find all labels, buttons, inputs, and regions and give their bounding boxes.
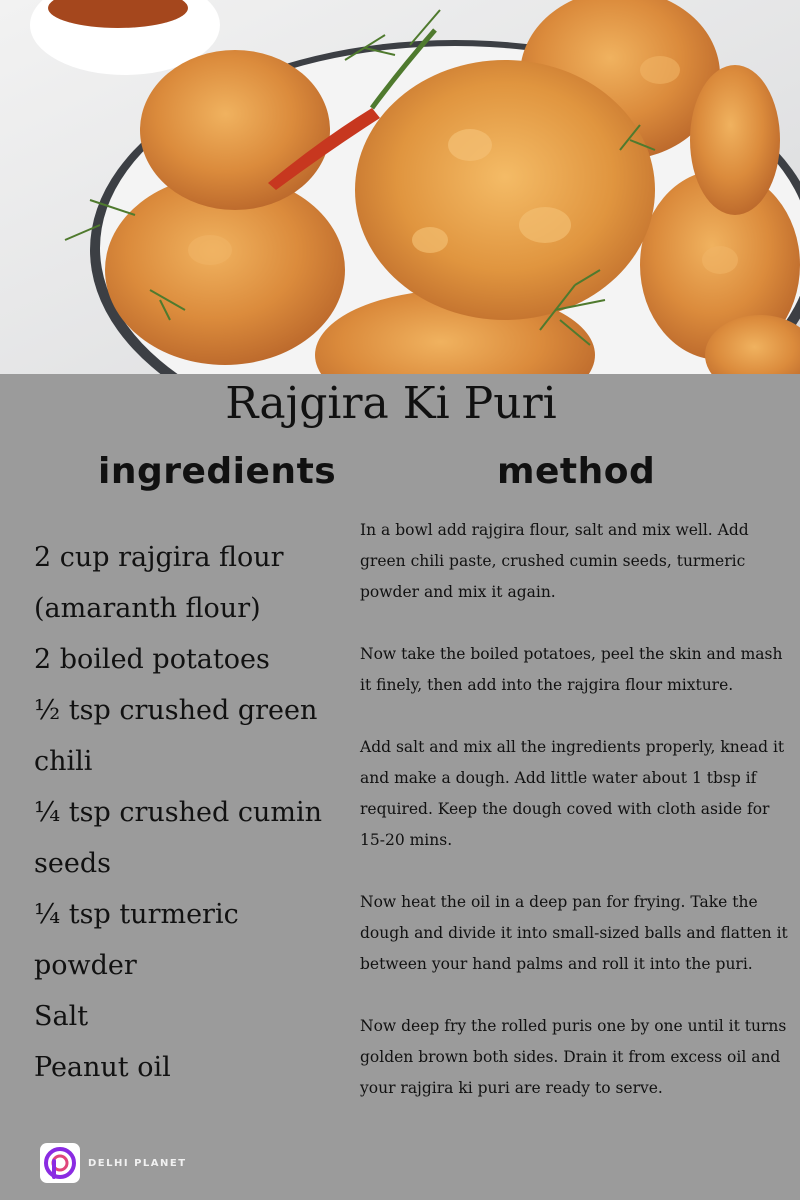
ingredients-list [34, 532, 349, 1093]
delhi-planet-logo-icon [40, 1143, 80, 1183]
ingredient-line: powder [34, 950, 137, 981]
method-step: Now heat the oil in a deep pan for frying. Take the dough and divide it into small-sized balls and flatten it between your hand palms and roll it into the puri. [360, 893, 788, 973]
method-heading: method [497, 451, 656, 492]
ingredient-line: ¼ tsp crushed cumin [34, 797, 322, 828]
method-step: Add salt and mix all the ingredients properly, knead it and make a dough. Add little water about 1 tbsp if required. Keep the dough coved with cloth aside for 15-20 mins. [360, 738, 785, 849]
method-step: In a bowl add rajgira flour, salt and mix well. Add green chili paste, crushed cumin seeds, turmeric powder and mix it again. [360, 521, 749, 601]
method-step: Now deep fry the rolled puris one by one until it turns golden brown both sides. Drain it from excess oil and your rajgira ki puri are ready to serve. [360, 1017, 787, 1097]
brand-name: DELHI PLANET [88, 1157, 187, 1169]
ingredient-line: Salt [34, 1001, 89, 1032]
ingredient-line: chili [34, 746, 93, 777]
ingredient-line: 2 boiled potatoes [34, 644, 270, 675]
recipe-title: Rajgira Ki Puri [225, 378, 557, 429]
method-steps [360, 515, 788, 1135]
brand-footer [40, 1143, 187, 1183]
ingredient-line: ¼ tsp turmeric [34, 899, 239, 930]
ingredient-line: ½ tsp crushed green [34, 695, 318, 726]
ingredients-heading: ingredients [98, 451, 337, 492]
ingredient-line: seeds [34, 848, 111, 879]
ingredient-line: 2 cup rajgira flour [34, 542, 284, 573]
puri-plate-photo [0, 0, 800, 374]
ingredient-line: (amaranth flour) [34, 593, 261, 624]
ingredient-line: Peanut oil [34, 1052, 171, 1083]
method-step: Now take the boiled potatoes, peel the skin and mash it finely, then add into the rajgira flour mixture. [360, 645, 783, 694]
